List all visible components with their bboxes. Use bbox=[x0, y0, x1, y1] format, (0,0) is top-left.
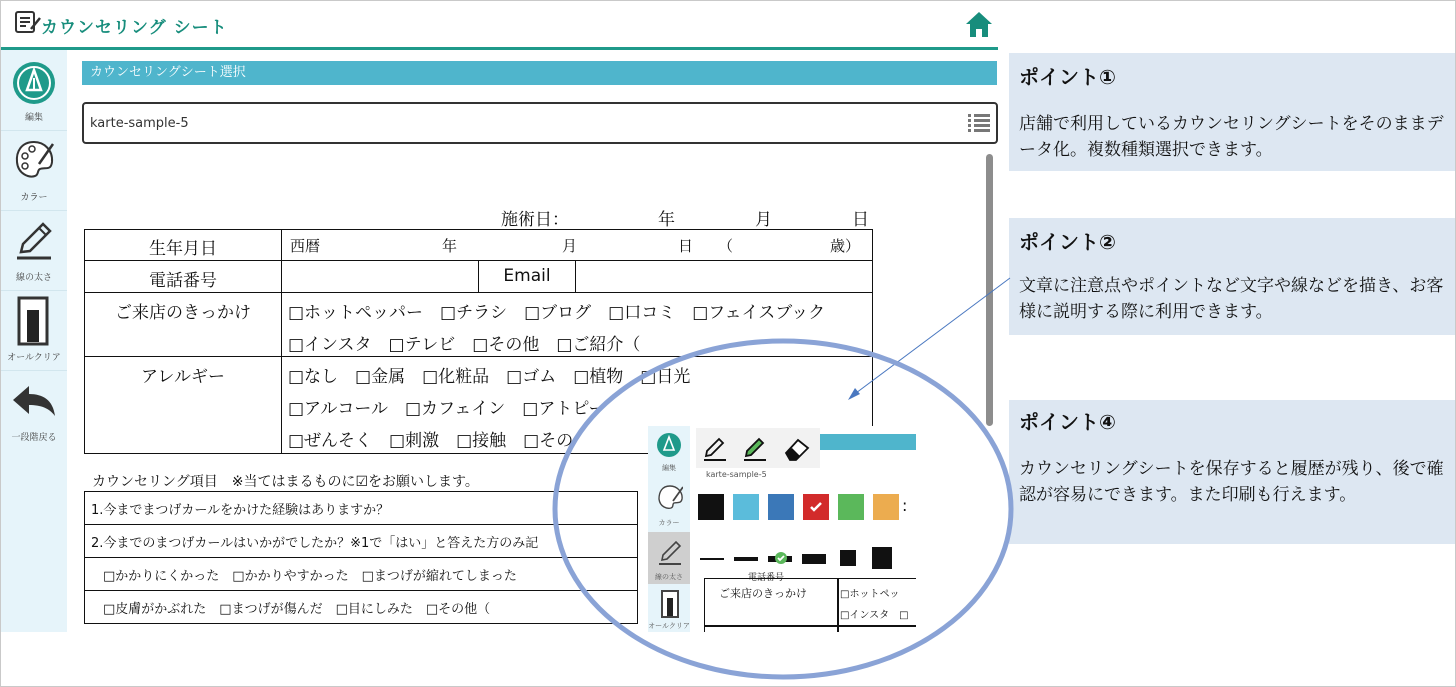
visit-reason-options-1[interactable]: □ホットペッパー □チラシ □ブログ □口コミ □フェイスブック bbox=[288, 303, 826, 323]
sidebar-label-line-width: 線の太さ bbox=[15, 273, 52, 283]
callout-point-4 bbox=[1009, 400, 1455, 544]
visit-reason-label: ご来店のきっかけ bbox=[115, 303, 251, 323]
callout-title: ポイント④ bbox=[1019, 410, 1116, 434]
treatment-date-label: 施術日： bbox=[501, 210, 569, 230]
palette-icon bbox=[13, 138, 55, 182]
birth-month: 月 bbox=[562, 237, 578, 255]
inset-label-line-width: 線の太さ bbox=[655, 573, 683, 581]
birth-day: 日 bbox=[678, 237, 694, 255]
list-icon[interactable] bbox=[968, 113, 990, 133]
inset-label-all-clear: オールクリア bbox=[648, 622, 690, 630]
question-2-options-2[interactable]: □皮膚がかぶれた □まつげが傷んだ □目にしみた □その他（ bbox=[85, 591, 638, 624]
counseling-heading: カウンセリング項目 ※当てはまるものに☑をお願いします。 bbox=[92, 474, 479, 490]
magnifier-ellipse bbox=[550, 335, 1020, 687]
sidebar-item-line-width[interactable] bbox=[1, 210, 67, 291]
callout-body: カウンセリングシートを保存すると履歴が残り、後で確認が容易にできます。また印刷も行えます。 bbox=[1019, 459, 1444, 505]
phone-label: 電話番号 bbox=[149, 271, 217, 291]
sidebar-item-all-clear[interactable] bbox=[1, 290, 67, 371]
sidebar-label-all-clear: オールクリア bbox=[7, 353, 61, 363]
sidebar-item-color[interactable] bbox=[1, 130, 67, 211]
birth-field[interactable] bbox=[282, 230, 873, 261]
inset-form-colon: : bbox=[902, 496, 908, 515]
sidebar-label-color: カラー bbox=[20, 193, 48, 203]
question-1[interactable]: 1.今までまつげカールをかけた経験はありますか？ bbox=[85, 492, 638, 525]
birth-era: 西暦 bbox=[290, 237, 321, 255]
inset-visit-option-1: □ホットペッ bbox=[840, 589, 900, 600]
birth-age: 歳） bbox=[830, 237, 861, 255]
app-header bbox=[1, 1, 998, 50]
pencil-icon bbox=[13, 218, 55, 262]
callout-title: ポイント② bbox=[1019, 230, 1116, 254]
allergy-options-3[interactable]: □ぜんそく □刺激 □接触 □その bbox=[288, 431, 574, 451]
treatment-date-month: 月 bbox=[755, 210, 772, 230]
sidebar-label-undo: 一段階戻る bbox=[11, 433, 57, 443]
allergy-options-2[interactable]: □アルコール □カフェイン □アトピー bbox=[288, 399, 606, 419]
sheet-select[interactable] bbox=[82, 102, 998, 144]
phone-field[interactable] bbox=[282, 261, 479, 293]
sheet-select-title: カウンセリングシート選択 bbox=[82, 61, 997, 85]
sidebar-item-edit[interactable] bbox=[1, 50, 67, 131]
birth-age-open: （ bbox=[718, 237, 734, 255]
email-label: Email bbox=[503, 266, 551, 286]
treatment-date-year: 年 bbox=[658, 210, 675, 230]
callout-point-1 bbox=[1009, 53, 1455, 171]
sidebar-label-edit: 編集 bbox=[24, 113, 43, 123]
pen-circle-icon bbox=[11, 60, 57, 106]
allergy-options-1[interactable]: □なし □金属 □化粧品 □ゴム □植物 □日光 bbox=[288, 367, 691, 387]
visit-reason-options-2[interactable]: □インスタ □テレビ □その他 □ご紹介（ bbox=[288, 335, 641, 355]
inset-phone-label: 電話番号 bbox=[748, 573, 785, 583]
question-2-options-1[interactable]: □かかりにくかった □かかりやすかった □まつげが縮れてしまった bbox=[85, 558, 638, 591]
tool-sidebar bbox=[1, 50, 67, 632]
app-title: カウンセリング シート bbox=[41, 18, 228, 38]
treatment-date-day: 日 bbox=[852, 210, 869, 230]
callout-body: 店舗で利用しているカウンセリングシートをそのままデータ化。複数種類選択できます。 bbox=[1019, 114, 1444, 160]
callout-body: 文章に注意点やポイントなど文字や線などを描き、お客様に説明する際に利用できます。 bbox=[1019, 276, 1444, 322]
clear-icon bbox=[17, 296, 51, 346]
callout-point-2 bbox=[1009, 218, 1455, 335]
undo-arrow-icon bbox=[11, 384, 57, 420]
counseling-sheet-logo-icon bbox=[13, 9, 43, 37]
inset-visit-reason-label: ご来店のきっかけ bbox=[719, 587, 807, 600]
allergy-label: アレルギー bbox=[141, 367, 225, 387]
inset-select-value: karte-sample-5 bbox=[706, 470, 767, 479]
question-2[interactable]: 2.今までのまつげカールはいかがでしたか？※1で「はい」と答えた方のみ記 bbox=[85, 525, 638, 558]
inset-label-edit: 編集 bbox=[662, 464, 676, 472]
birth-year: 年 bbox=[442, 237, 458, 255]
home-icon[interactable] bbox=[963, 9, 995, 39]
callout-title: ポイント① bbox=[1019, 65, 1116, 89]
birth-label: 生年月日 bbox=[149, 239, 217, 259]
sheet-select-value: karte-sample-5 bbox=[90, 116, 189, 131]
inset-label-color: カラー bbox=[658, 519, 680, 527]
sidebar-item-undo[interactable] bbox=[1, 370, 67, 450]
inset-visit-option-2: □インスタ □ bbox=[840, 610, 909, 621]
email-field[interactable] bbox=[576, 261, 873, 293]
